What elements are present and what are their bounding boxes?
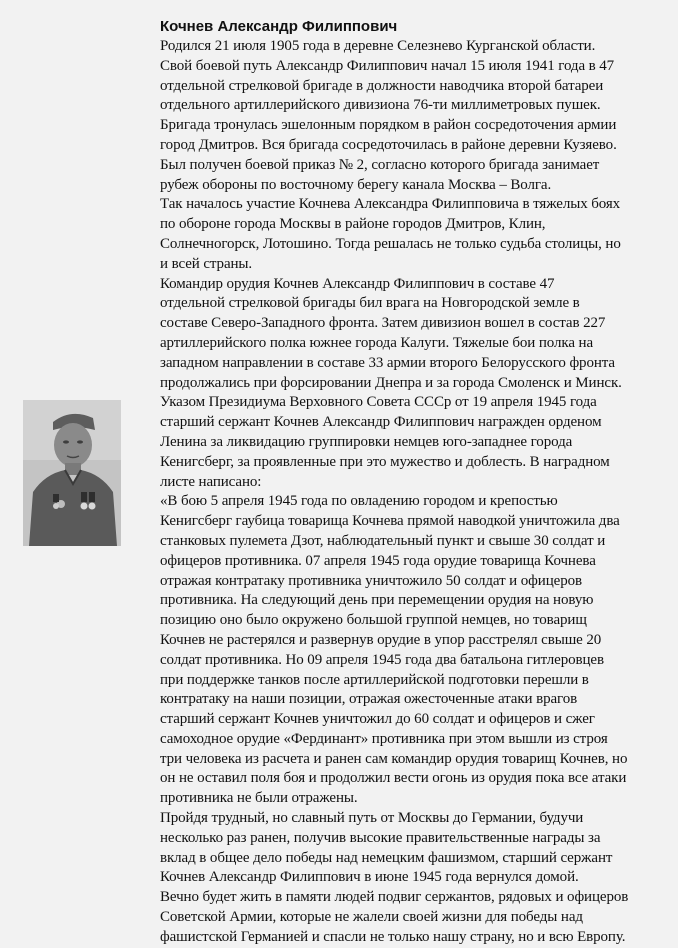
text-line: позицию оно было окружено большой группой немцев, но товарищ bbox=[160, 612, 587, 629]
text-line: по обороне города Москвы в районе городов Дмитров, Клин, bbox=[160, 216, 546, 233]
text-line: отдельной стрелковой бригаде в должности наводчика второй батареи bbox=[160, 77, 604, 94]
text-line: самоходное орудие «Фердинант» противника при этом вышли из строя bbox=[160, 730, 608, 747]
text-line: станковых пулемета Дзот, наблюдательный пункт и свыше 30 солдат и bbox=[160, 532, 606, 549]
text-line: листе написано: bbox=[160, 473, 262, 490]
text-line: Указом Президиума Верховного Совета СССр от 19 апреля 1945 года bbox=[160, 394, 597, 411]
text-line: отдельного артиллерийского дивизиона 76-ти миллиметровых пушек. bbox=[160, 97, 601, 114]
text-line: фашистской Германией и спасли не только нашу страну, но и всю Европу. bbox=[160, 928, 626, 945]
biography-text bbox=[160, 17, 670, 948]
text-line: Советской Армии, которые не жалели своей жизни для победы над bbox=[160, 909, 583, 926]
text-line: Был получен боевой приказ № 2, согласно которого бригада занимает bbox=[160, 156, 600, 173]
text-line: город Дмитров. Вся бригада сосредоточилась в районе деревни Кузяево. bbox=[160, 136, 617, 153]
text-line: несколько раз ранен, получив высокие правительственные награды за bbox=[160, 829, 601, 846]
text-line: при поддержке танков после артиллерийской подготовки перешли в bbox=[160, 671, 589, 688]
text-line: отражая контратаку противника уничтожило 50 солдат и офицеров bbox=[160, 572, 582, 589]
text-line: западном направлении в составе 33 армии второго Белорусского фронта bbox=[160, 354, 615, 371]
soldier-portrait-photo bbox=[23, 400, 121, 546]
portrait-image bbox=[23, 400, 121, 546]
text-line: артиллерийского полка южнее города Калуги. Тяжелые бои полка на bbox=[160, 334, 594, 351]
text-line: Солнечногорск, Лотошино. Тогда решалась не только судьба столицы, но bbox=[160, 235, 621, 252]
text-line: солдат противника. Но 09 апреля 1945 года два батальона гитлеровцев bbox=[160, 651, 604, 668]
text-line: Кочнев не растерялся и развернув орудие в упор расстрелял свыше 20 bbox=[160, 631, 602, 648]
biography-body bbox=[160, 37, 670, 948]
text-line: Командир орудия Кочнев Александр Филиппович в составе 47 bbox=[160, 275, 555, 292]
text-line: Кочнев Александр Филиппович в июне 1945 года вернулся домой. bbox=[160, 869, 579, 886]
text-line: Родился 21 июля 1905 года в деревне Селезнево Курганской области. bbox=[160, 38, 596, 54]
person-name-heading: Кочнев Александр Филиппович bbox=[160, 18, 398, 35]
text-line: и всей страны. bbox=[160, 255, 253, 272]
text-line: Свой боевой путь Александр Филиппович начал 15 июля 1941 года в 47 bbox=[160, 57, 615, 74]
text-line: рубеж обороны по восточному берегу канала Москва – Волга. bbox=[160, 176, 552, 193]
text-line: он не оставил поля боя и продолжил вести огонь из орудия пока все атаки bbox=[160, 770, 627, 787]
text-line: Кенигсберг гаубица товарища Кочнева прямой наводкой уничтожила два bbox=[160, 513, 620, 530]
text-line: контратаку на наши позиции, отражая ожесточенные атаки врагов bbox=[160, 691, 578, 708]
text-line: три человека из расчета и ранен сам командир орудия товарищ Кочнев, но bbox=[160, 750, 628, 767]
text-line: противника не были отражены. bbox=[160, 790, 358, 807]
text-line: Кенигсберг, за проявленные при это мужество и доблесть. В наградном bbox=[160, 453, 610, 470]
text-line: Так началось участие Кочнева Александра Филипповича в тяжелых боях bbox=[160, 196, 621, 213]
text-line: Пройдя трудный, но славный путь от Москвы до Германии, будучи bbox=[160, 810, 584, 827]
text-line: Бригада тронулась эшелонным порядком в район сосредоточения армии bbox=[160, 117, 617, 134]
text-line: отдельной стрелковой бригады бил врага на Новгородской земле в bbox=[160, 295, 580, 312]
text-line: продолжались при форсировании Днепра и за города Смоленск и Минск. bbox=[160, 374, 622, 391]
text-line: Вечно будет жить в памяти людей подвиг сержантов, рядовых и офицеров bbox=[160, 889, 629, 906]
text-line: составе Северо-Западного фронта. Затем дивизион вошел в состав 227 bbox=[160, 315, 606, 332]
text-line: офицеров противника. 07 апреля 1945 года орудие товарища Кочнева bbox=[160, 552, 596, 569]
text-line: вклад в общее дело победы над немецким фашизмом, старший сержант bbox=[160, 849, 613, 866]
text-line: старший сержант Кочнев Александр Филиппович награжден орденом bbox=[160, 414, 602, 431]
text-line: Ленина за ликвидацию группировки немцев юго-западнее города bbox=[160, 433, 573, 450]
text-line: старший сержант Кочнев уничтожил до 60 солдат и офицеров и сжег bbox=[160, 711, 595, 728]
text-line: противника. На следующий день при перемещении орудия на новую bbox=[160, 592, 594, 609]
text-line: «В бою 5 апреля 1945 года по овладению городом и крепостью bbox=[160, 493, 558, 510]
